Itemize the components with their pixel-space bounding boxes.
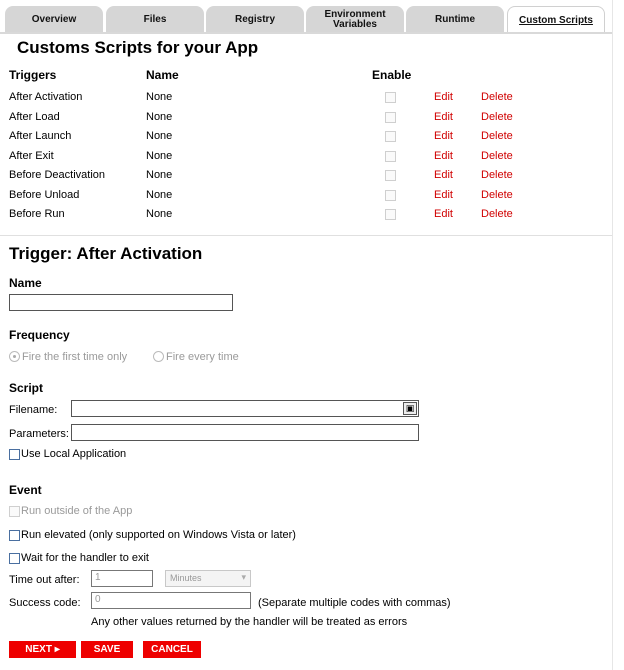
tab-bar bbox=[0, 0, 624, 34]
success-code-hint: (Separate multiple codes with commas) bbox=[258, 597, 451, 609]
script-name: None bbox=[146, 130, 173, 142]
frequency-heading: Frequency bbox=[9, 328, 70, 342]
tab-label: Environment Variables bbox=[324, 9, 386, 30]
section-divider bbox=[0, 235, 612, 236]
enable-checkbox[interactable] bbox=[385, 209, 396, 220]
enable-checkbox[interactable] bbox=[385, 92, 396, 103]
first-time-label: Fire the first time only bbox=[22, 351, 128, 363]
table-row bbox=[0, 167, 612, 186]
trigger-name: Before Unload bbox=[9, 188, 80, 201]
timeout-unit-value: Minutes bbox=[170, 573, 202, 583]
parameters-input[interactable] bbox=[71, 424, 419, 441]
enable-checkbox[interactable] bbox=[385, 112, 396, 123]
tab-label: Overview bbox=[31, 14, 77, 25]
edit-link[interactable]: Edit bbox=[434, 149, 453, 162]
trigger-title: Trigger: After Activation bbox=[9, 244, 203, 263]
success-code-label: Success code: bbox=[9, 597, 81, 609]
edit-link[interactable]: Edit bbox=[434, 110, 453, 123]
table-row bbox=[0, 109, 612, 128]
enable-checkbox[interactable] bbox=[385, 151, 396, 162]
success-code-input[interactable]: 0 bbox=[91, 592, 251, 609]
header-enable: Enable bbox=[372, 68, 412, 82]
name-heading: Name bbox=[9, 276, 42, 290]
tab-label: Custom Scripts bbox=[519, 14, 593, 26]
table-row bbox=[0, 148, 612, 167]
filename-input[interactable] bbox=[71, 400, 419, 417]
script-name: None bbox=[146, 208, 173, 220]
script-name: None bbox=[146, 169, 173, 181]
table-row bbox=[0, 187, 612, 206]
script-name: None bbox=[146, 91, 173, 103]
run-outside-label: Run outside of the App bbox=[21, 505, 133, 517]
edit-link[interactable]: Edit bbox=[434, 188, 453, 201]
enable-checkbox[interactable] bbox=[385, 170, 396, 181]
script-name: None bbox=[146, 110, 173, 123]
tab-divider bbox=[0, 32, 612, 34]
script-heading: Script bbox=[9, 381, 44, 395]
tab-runtime[interactable] bbox=[406, 6, 504, 34]
script-name: None bbox=[146, 149, 173, 162]
header-name: Name bbox=[146, 68, 179, 82]
browse-icon[interactable]: ▣ bbox=[403, 402, 417, 415]
tab-overview[interactable] bbox=[5, 6, 103, 34]
radio-every-time[interactable] bbox=[153, 351, 164, 362]
tab-custom-scripts[interactable] bbox=[507, 6, 605, 34]
chevron-down-icon: ▾ bbox=[241, 572, 246, 582]
delete-link[interactable]: Delete bbox=[481, 130, 513, 142]
trigger-name: After Activation bbox=[9, 91, 83, 103]
next-button[interactable]: NEXT ▸ bbox=[9, 641, 76, 658]
trigger-name: Before Run bbox=[9, 208, 65, 220]
trigger-name: After Exit bbox=[9, 149, 54, 162]
timeout-label: Time out after: bbox=[9, 574, 80, 586]
trigger-name: After Load bbox=[9, 110, 60, 123]
vertical-scrollbar[interactable] bbox=[612, 0, 624, 670]
enable-checkbox[interactable] bbox=[385, 190, 396, 201]
page-title: Customs Scripts for your App bbox=[17, 38, 259, 57]
edit-link[interactable]: Edit bbox=[434, 208, 453, 220]
run-elevated-label: Run elevated (only supported on Windows Vista or later) bbox=[21, 529, 296, 541]
table-row bbox=[0, 206, 612, 225]
every-time-label: Fire every time bbox=[166, 351, 239, 363]
cancel-button[interactable]: CANCEL bbox=[143, 641, 201, 658]
use-local-label: Use Local Application bbox=[21, 448, 127, 460]
delete-link[interactable]: Delete bbox=[481, 91, 513, 103]
parameters-label: Parameters: bbox=[9, 428, 69, 440]
timeout-unit-select[interactable] bbox=[165, 570, 251, 587]
wait-handler-label: Wait for the handler to exit bbox=[21, 552, 149, 564]
trigger-name: Before Deactivation bbox=[9, 169, 105, 181]
name-input[interactable] bbox=[9, 294, 233, 311]
delete-link[interactable]: Delete bbox=[481, 110, 513, 123]
radio-first-time[interactable] bbox=[9, 351, 20, 362]
tab-environment-variables[interactable] bbox=[306, 6, 404, 34]
edit-link[interactable]: Edit bbox=[434, 169, 453, 181]
wait-handler-checkbox[interactable] bbox=[9, 553, 20, 564]
header-triggers: Triggers bbox=[9, 68, 57, 82]
delete-link[interactable]: Delete bbox=[481, 188, 513, 201]
timeout-input[interactable]: 1 bbox=[91, 570, 153, 587]
table-row bbox=[0, 89, 612, 108]
trigger-name: After Launch bbox=[9, 130, 72, 142]
tab-label: Registry bbox=[234, 14, 275, 25]
enable-checkbox[interactable] bbox=[385, 131, 396, 142]
filename-label: Filename: bbox=[9, 404, 58, 416]
other-values-note: Any other values returned by the handler will be treated as errors bbox=[91, 616, 408, 628]
script-name: None bbox=[146, 188, 173, 201]
delete-link[interactable]: Delete bbox=[481, 208, 513, 220]
run-outside-checkbox[interactable] bbox=[9, 506, 20, 517]
table-row bbox=[0, 128, 612, 147]
edit-link[interactable]: Edit bbox=[434, 130, 453, 142]
edit-link[interactable]: Edit bbox=[434, 91, 453, 103]
delete-link[interactable]: Delete bbox=[481, 149, 513, 162]
event-heading: Event bbox=[9, 483, 42, 497]
delete-link[interactable]: Delete bbox=[481, 169, 513, 181]
run-elevated-checkbox[interactable] bbox=[9, 530, 20, 541]
tab-registry[interactable] bbox=[206, 6, 304, 34]
save-button[interactable]: SAVE bbox=[81, 641, 133, 658]
tab-label: Files bbox=[143, 14, 167, 25]
tab-files[interactable] bbox=[106, 6, 204, 34]
use-local-checkbox[interactable] bbox=[9, 449, 20, 460]
tab-label: Runtime bbox=[435, 14, 475, 25]
